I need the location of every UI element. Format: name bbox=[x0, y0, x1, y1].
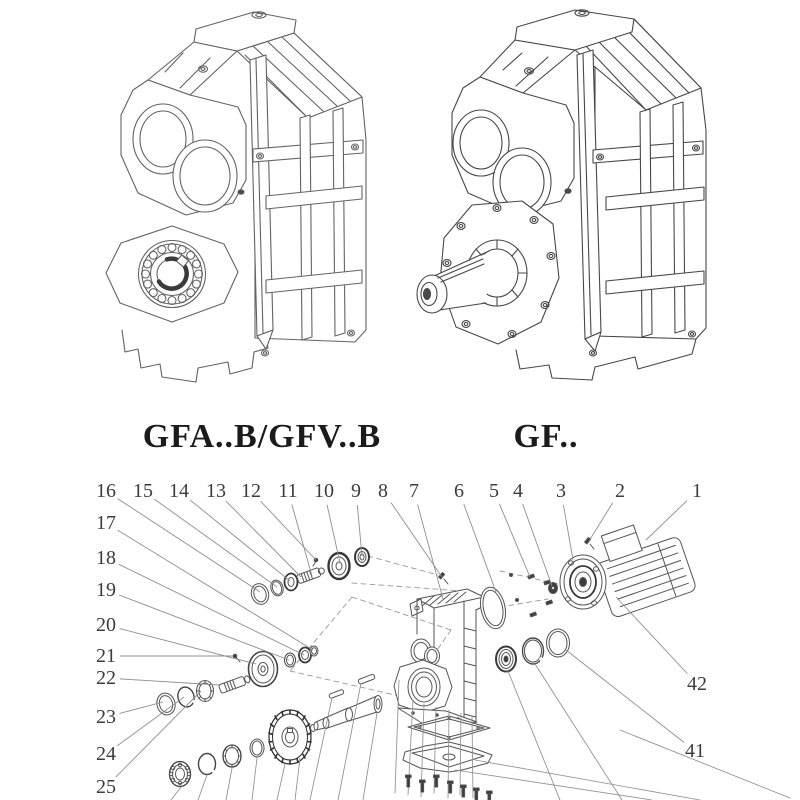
callout-number-23: 23 bbox=[96, 706, 116, 728]
callout-number-19: 19 bbox=[96, 579, 116, 601]
gear-housing bbox=[394, 589, 484, 728]
callout-number-9: 9 bbox=[351, 480, 361, 502]
callout-number-42: 42 bbox=[687, 673, 707, 695]
leader-line-18 bbox=[119, 564, 304, 655]
leader-line-14 bbox=[190, 500, 290, 581]
callout-number-1: 1 bbox=[692, 480, 702, 502]
callout-number-8: 8 bbox=[378, 480, 388, 502]
output-shaft bbox=[311, 696, 383, 732]
leader-line-7 bbox=[418, 505, 443, 599]
output-circlip bbox=[199, 754, 218, 776]
housing-circlip bbox=[523, 638, 547, 664]
callout-number-17: 17 bbox=[96, 512, 116, 534]
callout-number-3: 3 bbox=[556, 480, 566, 502]
callout-number-2: 2 bbox=[615, 480, 625, 502]
figure-label-gfab: GFA..B/GFV..B bbox=[142, 418, 382, 455]
callout-number-10: 10 bbox=[314, 480, 334, 502]
callout-number-18: 18 bbox=[96, 547, 116, 569]
leader-line-20 bbox=[120, 629, 256, 664]
leader-line-23 bbox=[120, 702, 163, 713]
ball-bearing bbox=[169, 762, 190, 787]
output-gear bbox=[269, 710, 311, 764]
callout-number-24: 24 bbox=[96, 743, 116, 765]
leader-line-42 bbox=[616, 597, 687, 674]
leader-line-12 bbox=[261, 501, 316, 560]
callout-number-11: 11 bbox=[278, 480, 298, 502]
callout-number-14: 14 bbox=[169, 480, 189, 502]
callout-number-15: 15 bbox=[133, 480, 153, 502]
leader-line-3 bbox=[563, 505, 573, 560]
leader-line-15 bbox=[154, 499, 277, 587]
leader-line-41 bbox=[566, 650, 684, 742]
leader-line-8 bbox=[391, 503, 442, 577]
callout-number-6: 6 bbox=[454, 480, 464, 502]
intermediate-shaft-parts bbox=[154, 646, 318, 717]
gearbox-drawing-gf bbox=[417, 10, 706, 380]
motor bbox=[560, 512, 697, 618]
callout-layer bbox=[96, 480, 707, 798]
leader-line-6 bbox=[464, 504, 496, 592]
callout-number-16: 16 bbox=[96, 480, 116, 502]
callout-number-5: 5 bbox=[489, 480, 499, 502]
leader-line-4 bbox=[523, 504, 552, 586]
callout-number-12: 12 bbox=[241, 480, 261, 502]
leader-line-13 bbox=[226, 501, 301, 577]
gearbox-drawing-gfab bbox=[106, 12, 366, 382]
callout-number-41: 41 bbox=[685, 740, 705, 762]
input-pinion-shaft bbox=[296, 566, 325, 584]
leader-line-11 bbox=[292, 504, 312, 576]
cover-bolts bbox=[406, 775, 493, 800]
callout-number-21: 21 bbox=[96, 645, 116, 667]
leader-line-5 bbox=[499, 504, 530, 577]
callout-number-22: 22 bbox=[96, 667, 116, 689]
leader-line-1 bbox=[646, 501, 687, 540]
callout-number-7: 7 bbox=[409, 480, 419, 502]
output-bearing bbox=[223, 745, 241, 767]
intermediate-pinion-shaft bbox=[218, 674, 251, 693]
callout-number-13: 13 bbox=[206, 480, 226, 502]
cover-and-bearing-parts bbox=[477, 585, 570, 672]
leader-line-24 bbox=[117, 697, 184, 746]
callout-number-25: 25 bbox=[96, 776, 116, 798]
callout-number-20: 20 bbox=[96, 614, 116, 636]
callout-number-4: 4 bbox=[513, 480, 523, 502]
leader-line-16 bbox=[118, 499, 260, 592]
figure-label-gf: GF.. bbox=[513, 418, 579, 455]
